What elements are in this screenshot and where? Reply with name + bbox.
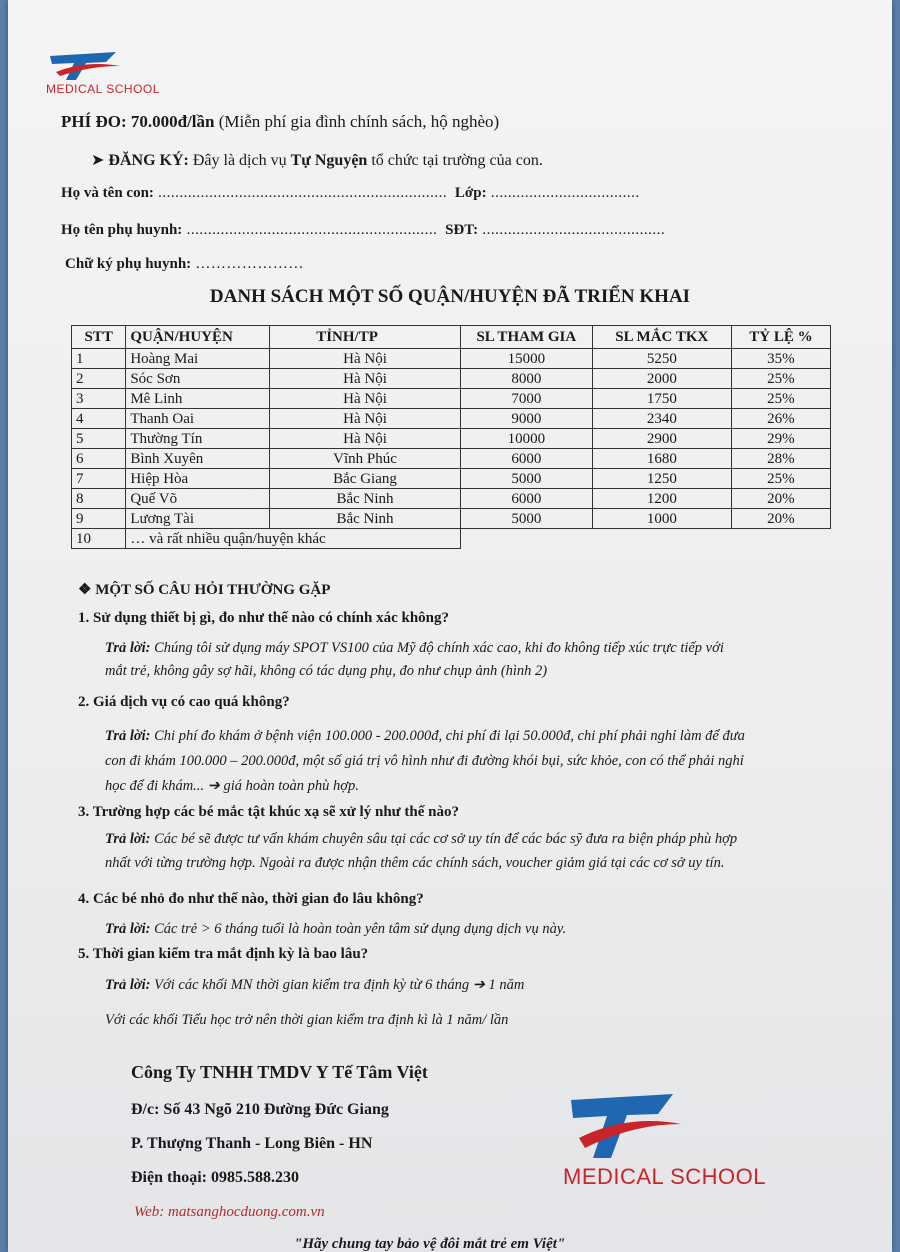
header-rate: TỶ LỆ % — [731, 326, 830, 349]
child-name-row — [61, 185, 640, 202]
answer-text: mắt trẻ, không gây sợ hãi, không có tác dụng phụ, đo như chụp ảnh (hình 2) — [105, 663, 548, 679]
medical-school-logo-icon — [46, 50, 122, 82]
cell-affected: 1750 — [592, 389, 731, 409]
answer-text: nhất với từng trường hợp. Ngoài ra được nhận thêm các chính sách, voucher giảm giá tại các cơ sở uy tín. — [105, 855, 725, 871]
logo-text: MEDICAL SCHOOL — [46, 82, 160, 96]
districts-table — [71, 325, 831, 549]
table-row — [72, 509, 831, 529]
table-row — [72, 409, 831, 429]
faq-question-1: 1. Sử dụng thiết bị gì, đo như thế nào có chính xác không? — [78, 610, 450, 626]
table-row — [72, 469, 831, 489]
parent-name-row — [61, 222, 665, 239]
cell-participants: 6000 — [460, 489, 592, 509]
cell-stt: 9 — [72, 509, 126, 529]
cell-stt: 2 — [72, 369, 126, 389]
table-row — [72, 369, 831, 389]
cell-rate: 20% — [731, 489, 830, 509]
table-row — [72, 349, 831, 369]
cell-province: Bắc Giang — [270, 469, 461, 489]
list-title: DANH SÁCH MỘT SỐ QUẬN/HUYỆN ĐÃ TRIỂN KHAI — [209, 286, 691, 307]
faq-question-4: 4. Các bé nhỏ đo như thế nào, thời gian đo lâu không? — [78, 891, 424, 907]
cell-province: Hà Nội — [270, 429, 461, 449]
class-label: Lớp: — [454, 185, 487, 201]
cell-stt: 8 — [72, 489, 126, 509]
phone-field[interactable]: ........................................... — [478, 222, 666, 238]
answer-text: Các trẻ > 6 tháng tuổi là hoàn toàn yên tâm sử dụng dụng dịch vụ này. — [150, 921, 567, 937]
cell-province: Hà Nội — [270, 349, 461, 369]
table-row — [72, 389, 831, 409]
cell-affected: 1200 — [592, 489, 731, 509]
table-row — [72, 489, 831, 509]
cell-district: Bình Xuyên — [126, 449, 270, 469]
cell-rate: 35% — [731, 349, 830, 369]
answer-label: Trả lời: — [105, 831, 151, 847]
cell-rate: 26% — [731, 409, 830, 429]
cell-province: Bắc Ninh — [270, 489, 461, 509]
cell-affected: 1000 — [592, 509, 731, 529]
cell-participants: 5000 — [460, 469, 592, 489]
child-name-label: Họ và tên con: — [61, 185, 154, 201]
registration-prefix: ĐĂNG KÝ: — [108, 152, 189, 169]
header-participants: SL THAM GIA — [460, 326, 592, 349]
cell-province: Hà Nội — [270, 409, 461, 429]
parent-name-label: Họ tên phụ huynh: — [61, 222, 183, 238]
answer-label: Trả lời: — [105, 921, 151, 937]
cell-rate: 28% — [731, 449, 830, 469]
cell-rate: 29% — [731, 429, 830, 449]
cell-stt: 3 — [72, 389, 126, 409]
cell-district: Hiệp Hòa — [126, 469, 270, 489]
company-ward: P. Thượng Thanh - Long Biên - HN — [131, 1135, 373, 1152]
faq-answer-3 — [105, 827, 737, 875]
header-affected: SL MẮC TKX — [592, 326, 731, 349]
cell-affected: 2000 — [592, 369, 731, 389]
cell-province: Bắc Ninh — [270, 509, 461, 529]
cell-province: Hà Nội — [270, 369, 461, 389]
cell-stt: 5 — [72, 429, 126, 449]
answer-text: Với các khối MN thời gian kiểm tra định kỳ từ 6 tháng ➔ 1 năm — [150, 977, 525, 993]
answer-text: học để đi khám... ➔ giá hoàn toàn phù hợp. — [105, 778, 359, 794]
cell-participants: 8000 — [460, 369, 592, 389]
answer-text: con đi khám 100.000 – 200.000đ, một số giá trị vô hình như đi đường khói bụi, sức khỏe, con có thể phải nghỉ — [105, 753, 744, 769]
faq-heading — [78, 580, 330, 599]
cell-participants: 9000 — [460, 409, 592, 429]
cell-affected: 2340 — [592, 409, 731, 429]
faq-heading-text: MỘT SỐ CÂU HỎI THƯỜNG GẶP — [95, 582, 331, 598]
cell-stt: 6 — [72, 449, 126, 469]
logo-text: MEDICAL SCHOOL — [563, 1164, 767, 1189]
diamond-bullet-icon: ❖ — [78, 582, 96, 598]
cell-province: Vĩnh Phúc — [270, 449, 461, 469]
cell-participants: 15000 — [460, 349, 592, 369]
arrow-bullet-icon: ➤ — [91, 152, 109, 169]
cell-more-districts: … và rất nhiều quận/huyện khác — [126, 529, 461, 549]
registration-text: Đây là dịch vụ — [188, 152, 291, 169]
cell-rate: 25% — [731, 389, 830, 409]
faq-question-5: 5. Thời gian kiểm tra mắt định kỳ là bao lâu? — [78, 946, 369, 962]
answer-text: Các bé sẽ được tư vấn khám chuyên sâu tại các cơ sở uy tín để các bác sỹ đưa ra biện pháp phù hợp — [150, 831, 738, 847]
answer-text: Với các khối Tiểu học trở nên thời gian kiểm tra định kì là 1 năm/ lần — [105, 1012, 509, 1028]
signature-label: Chữ ký phụ huynh: — [65, 256, 192, 272]
faq-answer-4 — [105, 918, 566, 941]
registration-flyer — [8, 0, 892, 1252]
parent-name-field[interactable]: ........................................................... — [182, 222, 438, 238]
cell-affected: 1680 — [592, 449, 731, 469]
cell-participants: 5000 — [460, 509, 592, 529]
registration-line — [91, 150, 543, 170]
cell-rate: 25% — [731, 469, 830, 489]
fee-line — [61, 112, 499, 132]
cell-rate: 25% — [731, 369, 830, 389]
fee-note: (Miễn phí gia đình chính sách, hộ nghèo) — [214, 112, 500, 131]
signature-field[interactable]: ………………… — [191, 256, 304, 272]
cell-district: Quế Võ — [126, 489, 270, 509]
cell-province: Hà Nội — [270, 389, 461, 409]
faq-answer-2 — [105, 724, 745, 799]
cell-stt: 1 — [72, 349, 126, 369]
medical-school-logo-icon — [563, 1092, 683, 1162]
cell-district: Thường Tín — [126, 429, 270, 449]
cell-participants: 6000 — [460, 449, 592, 469]
cell-participants: 7000 — [460, 389, 592, 409]
company-address: Đ/c: Số 43 Ngõ 210 Đường Đức Giang — [131, 1101, 389, 1118]
registration-bold: Tự Nguyện — [290, 152, 368, 169]
header-stt: STT — [72, 326, 126, 349]
answer-text: Chúng tôi sử dụng máy SPOT VS100 của Mỹ độ chính xác cao, khi đo không tiếp xúc trực tiếp với — [150, 640, 724, 656]
child-name-field[interactable]: .................................................................... — [153, 185, 448, 201]
cell-stt: 7 — [72, 469, 126, 489]
company-website[interactable]: Web: matsanghocduong.com.vn — [134, 1204, 325, 1220]
company-phone: Điện thoại: 0985.588.230 — [131, 1169, 299, 1186]
cell-district: Thanh Oai — [126, 409, 270, 429]
cell-rate: 20% — [731, 509, 830, 529]
cell-affected: 5250 — [592, 349, 731, 369]
slogan: "Hãy chung tay bảo vệ đôi mắt trẻ em Việt" — [294, 1236, 566, 1252]
answer-text: Chi phí đo khám ở bệnh viện 100.000 - 200.000đ, chi phí đi lại 50.000đ, chi phí phải nghỉ làm để đưa — [150, 728, 745, 744]
table-row-more — [72, 529, 831, 549]
phone-label: SĐT: — [445, 222, 479, 238]
cell-district: Sóc Sơn — [126, 369, 270, 389]
cell-stt: 10 — [72, 529, 126, 549]
class-field[interactable]: ................................... — [486, 185, 640, 201]
company-name: Công Ty TNHH TMDV Y Tế Tâm Việt — [131, 1062, 428, 1082]
cell-district: Hoàng Mai — [126, 349, 270, 369]
signature-row — [65, 256, 304, 273]
cell-stt: 4 — [72, 409, 126, 429]
faq-answer-5 — [105, 974, 524, 1032]
answer-label: Trả lời: — [105, 640, 151, 656]
cell-affected: 1250 — [592, 469, 731, 489]
header-district: QUẬN/HUYỆN — [126, 326, 270, 349]
cell-district: Mê Linh — [126, 389, 270, 409]
header-province: TỈNH/TP — [270, 326, 461, 349]
answer-label: Trả lời: — [105, 977, 151, 993]
cell-affected: 2900 — [592, 429, 731, 449]
faq-question-3: 3. Trường hợp các bé mắc tật khúc xạ sẽ xử lý như thế nào? — [78, 804, 459, 820]
table-row — [72, 449, 831, 469]
faq-question-2: 2. Giá dịch vụ có cao quá không? — [78, 694, 290, 710]
medical-school-logo-bottom — [563, 1092, 766, 1190]
table-row — [72, 429, 831, 449]
table-header-row — [72, 326, 831, 349]
faq-answer-1 — [105, 637, 724, 683]
registration-text-end: tổ chức tại trường của con. — [367, 152, 543, 169]
cell-participants: 10000 — [460, 429, 592, 449]
medical-school-logo-top — [46, 50, 160, 96]
fee-label: PHÍ ĐO: 70.000đ/lần — [61, 112, 215, 131]
answer-label: Trả lời: — [105, 728, 151, 744]
cell-district: Lương Tài — [126, 509, 270, 529]
